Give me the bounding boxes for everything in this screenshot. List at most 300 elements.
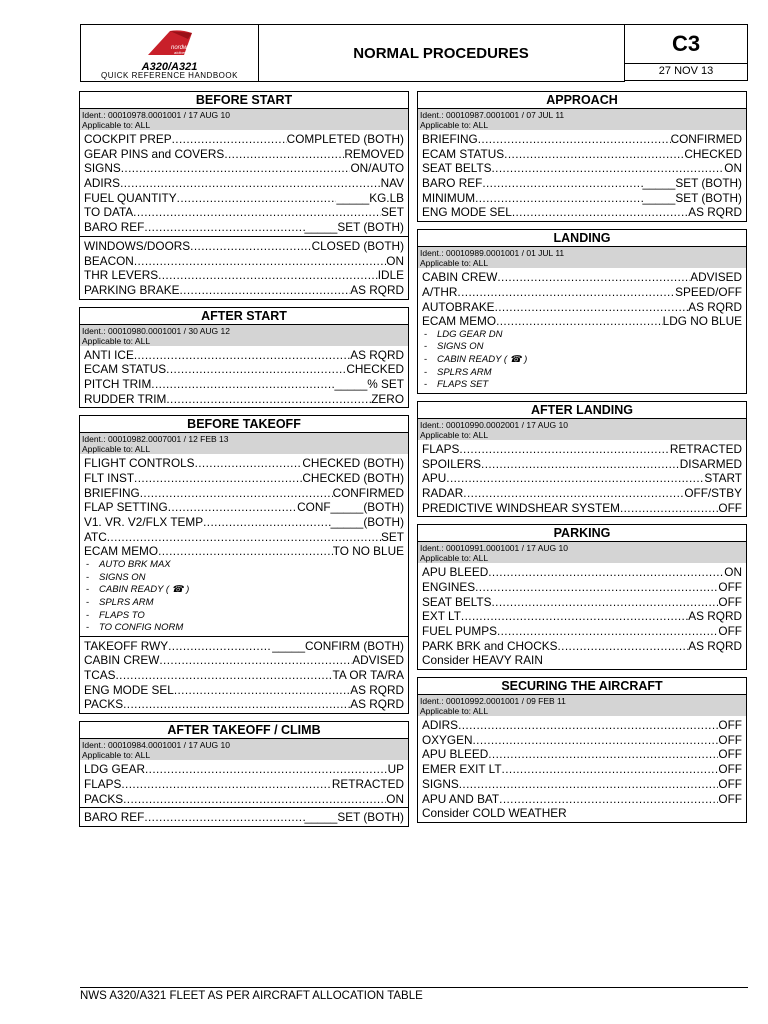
item-label: ENGINES <box>422 579 476 594</box>
checklist-item <box>422 176 742 191</box>
item-label: FLAPS <box>422 441 460 456</box>
item-value: COMPLETED (BOTH) <box>286 132 404 146</box>
handbook-name: QUICK REFERENCE HANDBOOK <box>101 71 238 80</box>
ident-block <box>418 247 746 268</box>
checklist-item <box>422 501 742 516</box>
checklist-item <box>422 733 742 748</box>
ident-block <box>418 419 746 440</box>
item-label: APU AND BAT <box>422 791 500 806</box>
checklist-item <box>84 653 404 668</box>
checklist-group <box>418 440 746 516</box>
item-label: ENG MODE SEL <box>422 205 512 220</box>
dot-leader <box>144 220 304 235</box>
checklist-group <box>418 130 746 221</box>
checklist-group <box>80 236 408 299</box>
memo-sub-item <box>84 584 404 597</box>
checklist-item <box>84 220 404 235</box>
checklist-item <box>84 544 404 559</box>
dot-leader <box>457 285 675 300</box>
dot-leader <box>496 314 663 329</box>
dot-leader <box>492 161 725 176</box>
dot-leader <box>151 377 334 392</box>
dot-leader <box>475 191 642 206</box>
memo-text: CABIN READY ( ☎ ) <box>99 584 190 596</box>
checklist-item <box>422 595 742 610</box>
item-label: ATC <box>84 529 107 544</box>
item-label: FUEL PUMPS <box>422 624 497 639</box>
dot-leader <box>144 810 304 825</box>
checklist-item <box>84 777 404 792</box>
checklist-item <box>84 362 404 377</box>
applicable-line: Applicable to: ALL <box>82 335 151 346</box>
item-label: ANTI ICE <box>84 347 134 362</box>
checklist-item <box>422 624 742 639</box>
checklist-group <box>80 807 408 826</box>
item-value: _____(BOTH) <box>330 515 404 530</box>
item-label: GEAR PINS and COVERS <box>84 146 225 161</box>
dot-leader <box>180 283 351 298</box>
dot-leader <box>140 486 333 501</box>
ident-line: Ident.: 00010989.0001001 / 01 JUL 11 <box>420 248 565 259</box>
item-value: OFF <box>718 791 742 806</box>
tail-logo-icon <box>140 27 200 59</box>
checklist-group <box>418 563 746 669</box>
ident-line: Ident.: 00010984.0001001 / 17 AUG 10 <box>82 740 230 751</box>
dot-leader <box>488 565 724 580</box>
checklist-group <box>80 454 408 635</box>
item-value: UP <box>387 762 404 777</box>
aircraft-model: A320/A321 <box>141 61 198 73</box>
checklist-item <box>84 392 404 407</box>
checklist-item <box>422 777 742 792</box>
dot-leader <box>168 500 297 515</box>
dot-leader <box>134 348 350 363</box>
dot-leader <box>475 580 718 595</box>
section-after-takeoff-climb <box>79 721 409 827</box>
item-value: ADVISED <box>352 653 404 668</box>
ident-line: Ident.: 00010978.0001001 / 17 AUG 10 <box>82 110 230 120</box>
dot-leader <box>159 653 352 668</box>
checklist-item <box>84 668 404 683</box>
dot-leader <box>478 132 671 147</box>
dot-leader <box>472 733 718 748</box>
ident-line: Ident.: 00010991.0001001 / 17 AUG 10 <box>420 543 568 554</box>
dash-marker: - <box>86 584 90 596</box>
item-value: CHECKED (BOTH) <box>302 471 404 485</box>
item-label: COCKPIT PREP <box>84 132 172 146</box>
page-footer: NWS A320/A321 FLEET AS PER AIRCRAFT ALLOCATION TABLE <box>80 987 748 1002</box>
applicable-line: Applicable to: ALL <box>420 120 489 130</box>
checklist-item <box>422 270 742 285</box>
section-title: BEFORE START <box>80 92 408 109</box>
dot-leader <box>495 300 689 315</box>
dash-marker: - <box>424 366 428 378</box>
dash-marker: - <box>424 354 428 366</box>
dot-leader <box>172 132 287 147</box>
checklist-item <box>84 191 404 206</box>
dot-leader <box>115 668 332 683</box>
section-title: APPROACH <box>418 92 746 109</box>
item-value: CLOSED (BOTH) <box>311 238 404 253</box>
item-value: TA OR TA/RA <box>332 668 404 683</box>
item-value: SET <box>381 529 404 544</box>
ident-block <box>418 695 746 716</box>
checklist-item <box>422 300 742 315</box>
dot-leader <box>123 792 386 807</box>
item-label: PARK BRK and CHOCKS <box>422 638 558 653</box>
item-value: AS RQRD <box>350 347 404 362</box>
section-after-landing <box>417 401 747 517</box>
memo-text: SIGNS ON <box>99 571 146 583</box>
checklist-item <box>84 500 404 515</box>
item-label: SIGNS <box>422 776 459 791</box>
section-before-start <box>79 91 409 300</box>
dot-leader <box>502 762 719 777</box>
item-value: _____SET (BOTH) <box>304 220 404 235</box>
checklist-item <box>84 377 404 392</box>
section-title: AFTER TAKEOFF / CLIMB <box>80 722 408 739</box>
checklist-item <box>422 792 742 807</box>
item-label: FLAPS <box>84 776 122 791</box>
item-value: AS RQRD <box>350 682 404 697</box>
dot-leader <box>166 362 346 377</box>
checklist-group <box>80 130 408 236</box>
dot-leader <box>145 762 388 777</box>
section-parking <box>417 524 747 670</box>
checklist-item <box>84 486 404 501</box>
logo-box <box>80 24 259 82</box>
item-label: TCAS <box>84 668 116 683</box>
item-value: _____SET (BOTH) <box>642 190 742 205</box>
svg-text:nordwind: nordwind <box>170 45 195 51</box>
item-label: BRIEFING <box>84 485 140 500</box>
checklist-item <box>84 683 404 698</box>
checklist-item <box>422 191 742 206</box>
dot-leader <box>121 777 332 792</box>
memo-sub-item <box>422 341 742 354</box>
dot-leader <box>463 486 684 501</box>
checklist-item <box>84 697 404 712</box>
memo-text: CABIN READY ( ☎ ) <box>437 354 528 366</box>
checklist-item <box>84 515 404 530</box>
checklist-item <box>84 239 404 254</box>
checklist-item <box>84 254 404 269</box>
item-value: ON <box>724 161 742 176</box>
ident-block <box>418 109 746 130</box>
ident-block <box>80 739 408 760</box>
item-label: THR LEVERS <box>84 268 159 283</box>
memo-sub-item <box>84 559 404 572</box>
item-label: ECAM STATUS <box>84 362 167 377</box>
dot-leader <box>482 176 642 191</box>
item-value: TO NO BLUE <box>332 544 404 559</box>
checklist-item <box>422 457 742 472</box>
item-label: ADIRS <box>422 718 459 733</box>
airline-logo <box>81 27 258 64</box>
section-after-start <box>79 307 409 409</box>
dot-leader <box>168 639 272 654</box>
item-label: RADAR <box>422 485 464 500</box>
item-label: ECAM STATUS <box>422 146 505 161</box>
applicable-line: Applicable to: ALL <box>82 444 151 455</box>
dot-leader <box>512 205 688 220</box>
dot-leader <box>497 624 718 639</box>
checklist-item <box>84 161 404 176</box>
item-value: _____% SET <box>334 376 404 391</box>
section-securing-the-aircraft <box>417 677 747 823</box>
item-label: PITCH TRIM <box>84 376 152 391</box>
checklist-item <box>422 639 742 654</box>
item-value: OFF <box>718 762 742 777</box>
item-value: CONFIRMED <box>670 132 742 146</box>
item-value: AS RQRD <box>350 697 404 712</box>
item-label: CABIN CREW <box>84 653 160 668</box>
dash-marker: - <box>86 622 90 634</box>
page-title: NORMAL PROCEDURES <box>258 24 625 82</box>
dash-marker: - <box>86 559 90 571</box>
item-label: EXT LT <box>422 609 461 624</box>
dash-marker: - <box>86 596 90 608</box>
checklist-item <box>422 762 742 777</box>
item-label: ECAM MEMO <box>84 544 159 559</box>
checklist-item <box>84 792 404 807</box>
checklist-item <box>422 609 742 624</box>
dot-leader <box>195 456 303 471</box>
item-value: START <box>704 471 742 486</box>
section-approach <box>417 91 747 222</box>
memo-text: FLAPS TO <box>99 609 145 621</box>
dot-leader <box>620 501 718 516</box>
item-label: SEAT BELTS <box>422 594 492 609</box>
applicable-line: Applicable to: ALL <box>82 120 151 130</box>
item-label: MINIMUM <box>422 190 476 205</box>
ident-block <box>80 433 408 454</box>
applicable-line: Applicable to: ALL <box>420 553 489 564</box>
item-value: OFF <box>718 579 742 594</box>
checklist-item <box>84 810 404 825</box>
memo-text: SPLRS ARM <box>437 366 492 378</box>
dash-marker: - <box>424 379 428 391</box>
ident-block <box>418 542 746 563</box>
section-before-takeoff <box>79 415 409 714</box>
ident-block <box>80 325 408 346</box>
ident-line: Ident.: 00010990.0002001 / 17 AUG 10 <box>420 419 568 430</box>
item-value: CONFIRMED <box>332 485 404 500</box>
dot-leader <box>458 718 718 733</box>
memo-sub-item <box>84 572 404 585</box>
right-column <box>417 91 747 830</box>
item-label: APU <box>422 471 447 486</box>
item-label: FUEL QUANTITY <box>84 190 177 205</box>
memo-text: LDG GEAR DN <box>437 328 503 340</box>
checklist-item <box>422 442 742 457</box>
item-value: CONF_____(BOTH) <box>297 500 404 515</box>
memo-sub-item <box>422 379 742 392</box>
item-value: NAV <box>380 176 404 191</box>
dot-leader <box>134 471 302 486</box>
item-value: OFF <box>718 732 742 747</box>
checklist-item <box>422 471 742 486</box>
dot-leader <box>121 161 351 176</box>
item-label: TO DATA <box>84 205 134 220</box>
dot-leader <box>224 147 344 162</box>
item-label: EMER EXIT LT <box>422 762 502 777</box>
checklist-item <box>422 580 742 595</box>
item-value: RETRACTED <box>669 441 742 456</box>
item-value: AS RQRD <box>688 638 742 653</box>
item-value: SET <box>381 205 404 220</box>
checklist-item <box>84 456 404 471</box>
applicable-line: Applicable to: ALL <box>420 429 489 440</box>
memo-text: AUTO BRK MAX <box>99 559 171 571</box>
item-value: _____SET (BOTH) <box>642 176 742 191</box>
checklist-group <box>80 346 408 408</box>
checklist-item <box>422 161 742 176</box>
item-value: OFF <box>718 500 742 515</box>
dash-marker: - <box>86 609 90 621</box>
dot-leader <box>120 176 381 191</box>
item-value: ON <box>386 791 404 806</box>
section-title: LANDING <box>418 230 746 247</box>
checklist-item <box>84 283 404 298</box>
item-label: WINDOWS/DOORS <box>84 238 191 253</box>
svg-text:airlines: airlines <box>173 50 187 55</box>
dot-leader <box>497 270 690 285</box>
item-value: AS RQRD <box>688 609 742 624</box>
item-label: PACKS <box>84 697 124 712</box>
chapter-code: C3 <box>625 24 748 64</box>
dash-marker: - <box>86 571 90 583</box>
item-value: AS RQRD <box>350 282 404 297</box>
checklist-item <box>84 205 404 220</box>
checklist-item <box>84 530 404 545</box>
item-label: PARKING BRAKE <box>84 282 180 297</box>
dash-marker: - <box>424 328 428 340</box>
section-title: SECURING THE AIRCRAFT <box>418 678 746 695</box>
checklist-item <box>84 762 404 777</box>
checklist-item <box>422 132 742 147</box>
dot-leader <box>123 697 350 712</box>
item-label: FLAP SETTING <box>84 500 168 515</box>
item-value: ZERO <box>371 391 404 406</box>
checklist-item <box>422 565 742 580</box>
dot-leader <box>107 530 381 545</box>
dot-leader <box>134 254 386 269</box>
left-column <box>79 91 409 834</box>
ident-line: Ident.: 00010987.0001001 / 07 JUL 11 <box>420 110 565 120</box>
dot-leader <box>166 392 371 407</box>
item-label: ECAM MEMO <box>422 314 497 329</box>
item-label: BARO REF <box>422 176 483 191</box>
item-value: CHECKED <box>684 146 742 161</box>
item-value: OFF <box>718 747 742 762</box>
checklist-item <box>84 132 404 147</box>
item-label: RUDDER TRIM <box>84 391 167 406</box>
item-value: REMOVED <box>344 146 404 161</box>
applicable-line: Applicable to: ALL <box>82 750 151 761</box>
applicable-line: Applicable to: ALL <box>420 706 489 717</box>
memo-sub-item <box>422 367 742 380</box>
checklist-item <box>84 147 404 162</box>
item-value: OFF <box>718 594 742 609</box>
item-label: APU BLEED <box>422 565 489 580</box>
checklist-item <box>84 471 404 486</box>
item-label: PACKS <box>84 791 124 806</box>
item-value: CHECKED <box>346 362 404 377</box>
item-value: OFF <box>718 624 742 639</box>
section-title: PARKING <box>418 525 746 542</box>
dot-leader <box>504 147 684 162</box>
item-label: ENG MODE SEL <box>84 682 174 697</box>
memo-sub-item <box>422 329 742 342</box>
dot-leader <box>481 457 680 472</box>
memo-text: SIGNS ON <box>437 341 484 353</box>
dot-leader <box>459 442 670 457</box>
dot-leader <box>133 205 381 220</box>
section-title: AFTER START <box>80 308 408 325</box>
memo-text: TO CONFIG NORM <box>99 622 184 634</box>
item-label: SEAT BELTS <box>422 161 492 176</box>
page-header <box>80 24 748 82</box>
item-label: FLT INST <box>84 471 135 485</box>
item-label: TAKEOFF RWY <box>84 638 169 653</box>
item-label: SPOILERS <box>422 456 482 471</box>
checklist-item <box>84 348 404 363</box>
dot-leader <box>177 191 337 206</box>
dot-leader <box>558 639 689 654</box>
memo-text: SPLRS ARM <box>99 596 154 608</box>
item-label: FLIGHT CONTROLS <box>84 456 195 471</box>
revision-date: 27 NOV 13 <box>625 62 748 81</box>
item-value: ON <box>724 565 742 580</box>
item-value: ON/AUTO <box>350 161 404 176</box>
item-value: ON <box>386 253 404 268</box>
item-label: APU BLEED <box>422 747 489 762</box>
item-label: PREDICTIVE WINDSHEAR SYSTEM <box>422 500 620 515</box>
ident-line: Ident.: 00010992.0001001 / 09 FEB 11 <box>420 696 566 707</box>
memo-sub-item <box>84 610 404 623</box>
dot-leader <box>459 777 719 792</box>
item-value: RETRACTED <box>331 776 404 791</box>
checklist-item <box>84 176 404 191</box>
checklist-item <box>422 147 742 162</box>
dash-marker: - <box>424 341 428 353</box>
checklist-group <box>418 268 746 393</box>
item-label: CABIN CREW <box>422 270 498 285</box>
dot-leader <box>446 471 704 486</box>
item-label: AUTOBRAKE <box>422 299 495 314</box>
item-label: V1. VR. V2/FLX TEMP <box>84 515 204 530</box>
checklist-note: Consider COLD WEATHER <box>422 806 567 821</box>
ident-line: Ident.: 00010982.0007001 / 12 FEB 13 <box>82 434 229 445</box>
checklist-group <box>80 636 408 713</box>
item-value: OFF <box>718 776 742 791</box>
checklist-group <box>80 760 408 807</box>
memo-sub-item <box>84 622 404 635</box>
memo-sub-item <box>422 354 742 367</box>
ident-block <box>80 109 408 130</box>
checklist-item <box>84 639 404 654</box>
item-value: SPEED/OFF <box>675 284 742 299</box>
item-label: SIGNS <box>84 161 121 176</box>
item-label: BRIEFING <box>422 132 478 146</box>
item-value: CHECKED (BOTH) <box>302 456 404 471</box>
memo-text: FLAPS SET <box>437 379 489 391</box>
dot-leader <box>158 544 333 559</box>
item-value: OFF <box>718 718 742 733</box>
checklist-item <box>422 718 742 733</box>
item-value: LDG NO BLUE <box>662 314 742 329</box>
